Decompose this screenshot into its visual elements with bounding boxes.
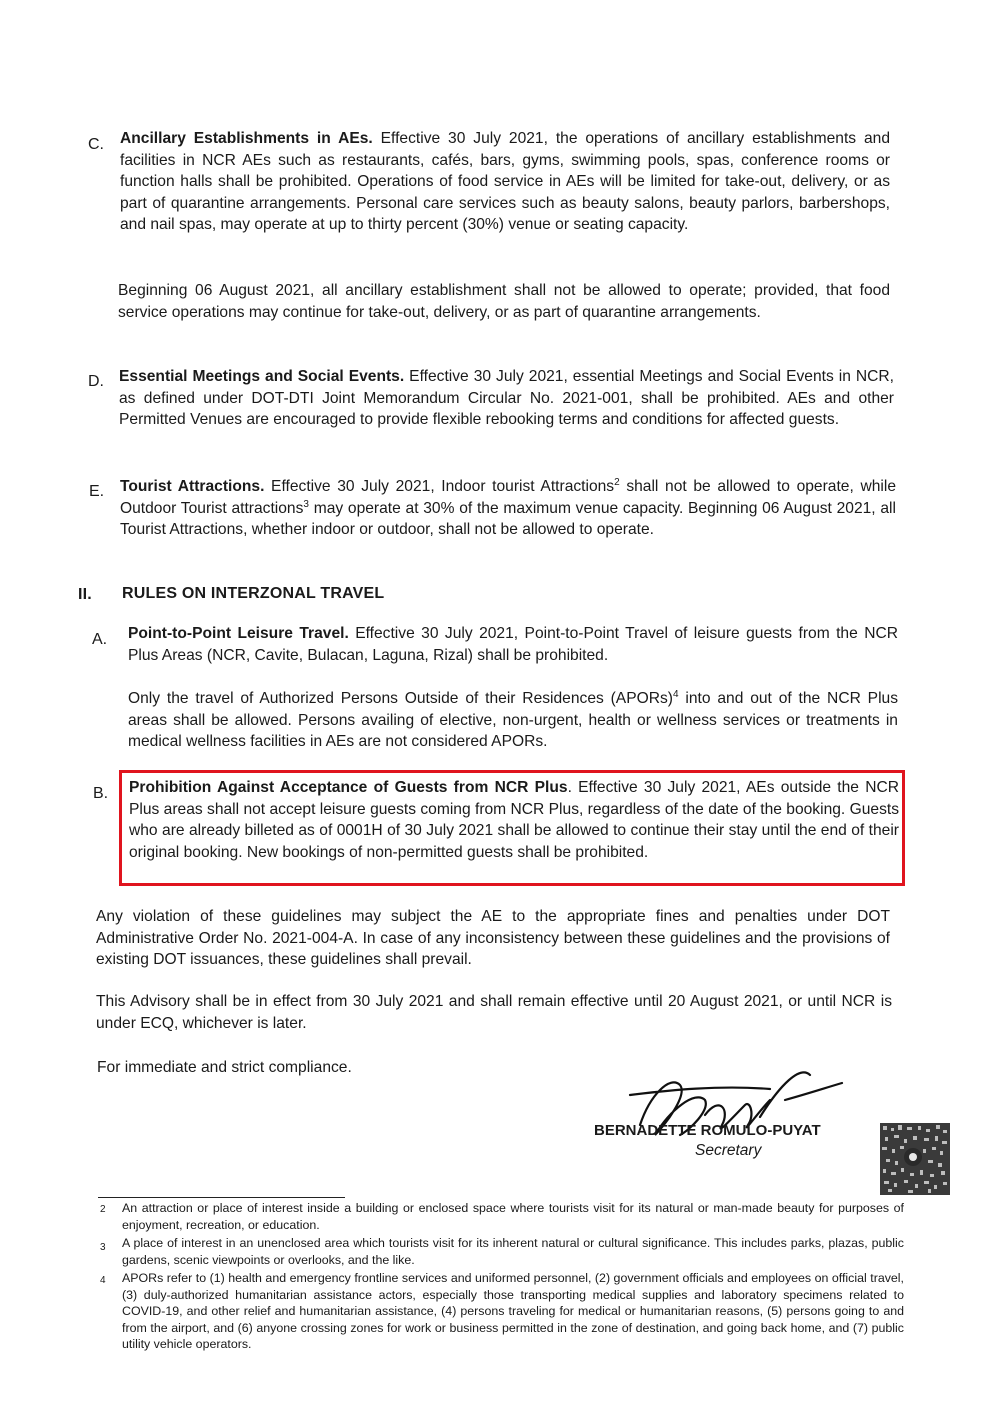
footnote-ref-2: 2: [614, 476, 620, 488]
footnote-ref-4: 4: [673, 688, 679, 700]
closing-paragraph-1: Any violation of these guidelines may subject the AE to the appropriate fines and penalties under DOT Administrative Order No. 2021-004-A. In case of any inconsistency between these guidelines and the provisions of existing DOT issuances, these guidelines shall prevail.: [96, 908, 890, 968]
highlight-box: [119, 770, 905, 886]
section-ii-a-paragraph-2: [128, 688, 898, 753]
section-ii-numeral: II.: [78, 586, 92, 603]
footnote-2-number: 2: [100, 1204, 106, 1215]
footnote-4-text: APORs refer to (1) health and emergency frontline services and uniformed personnel, (2) government officials and employees on official travel, (3) duly-authorized humanitarian assistance actors, especially those transporting medical supplies and laboratory specimens related to COVID-19, and other relief and humanitarian assistance, (4) persons traveling for medical or humanitarian reasons, (5) persons going to and from the airport, and (6) anyone crossing zones for work or business permitted in the zone of destination, and going back home, and (7) public utility vehicle operators.: [122, 1271, 904, 1351]
footnote-ref-3: 3: [303, 498, 309, 510]
footnote-3-number: 3: [100, 1242, 106, 1253]
section-ii-a-title: Point-to-Point Leisure Travel.: [128, 625, 349, 642]
section-ii-a-letter: A.: [92, 631, 108, 648]
section-c-paragraph: [120, 128, 890, 236]
section-ii-b-title: Prohibition Against Acceptance of Guests from NCR Plus: [129, 779, 568, 796]
section-c-text: Effective 30 July 2021, the operations of ancillary establishments and facilities in NCR AEs such as restaurants, cafés, bars, gyms, swimming pools, spas, conference rooms or function halls shall be prohibited. Operations of food service in AEs will be limited for take-out, delivery, or as part of quarantine arrangements. Personal care services such as beauty salons, beauty parlors, barbershops, and nail spas, may operate at up to thirty percent (30%) venue or seating capacity.: [120, 130, 890, 233]
section-ii-a-text2-b: into and out of the NCR Plus areas shall be allowed. Persons availing of elective, non-urgent, health or wellness services or treatments in medical wellness facilities in AEs are not considered APORs.: [128, 690, 899, 750]
section-d-text: Effective 30 July 2021, essential Meetings and Social Events in NCR, as defined under DOT-DTI Joint Memorandum Circular No. 2021-001, shall be prohibited. AEs and other Permitted Venues are encouraged to provide flexible rebooking terms and conditions for affected guests.: [119, 368, 895, 428]
closing-paragraph-2: This Advisory shall be in effect from 30 July 2021 and shall remain effective until 20 August 2021, or until NCR is under ECQ, whichever is later.: [96, 993, 892, 1032]
footnote-2-text: An attraction or place of interest inside a building or enclosed space where tourists visit for its natural or man-made beauty for purposes of enjoyment, recreation, or education.: [122, 1201, 904, 1232]
section-d-title: Essential Meetings and Social Events.: [119, 368, 405, 385]
section-c-paragraph-2: Beginning 06 August 2021, all ancillary establishment shall not be allowed to operate; provided, that food service operations may continue for take-out, delivery, or as part of quarantine arrangements.: [118, 282, 890, 321]
section-e-paragraph: [120, 476, 896, 541]
footnote-3-text: A place of interest in an unenclosed area which tourists visit for its inherent natural or cultural significance. This includes parks, plazas, public gardens, scenic viewpoints or overlooks, and the like.: [122, 1236, 904, 1267]
section-ii-a-text2-a: Only the travel of Authorized Persons Outside of their Residences (APORs): [128, 690, 673, 707]
section-e-text-a: Effective 30 July 2021, Indoor tourist Attractions: [264, 478, 615, 495]
footnote-divider: [98, 1197, 345, 1198]
signatory-title: Secretary: [695, 1142, 762, 1159]
section-e-text-b: shall not be allowed to operate, while Outdoor Tourist attractions: [120, 478, 896, 517]
section-ii-heading: RULES ON INTERZONAL TRAVEL: [122, 585, 385, 602]
section-e-letter: E.: [89, 483, 105, 500]
section-ii-b-text: . Effective 30 July 2021, AEs outside the NCR Plus areas shall not accept leisure guests coming from NCR Plus, regardless of the date of the booking. Guests who are already billeted as of 0001H of 30 July 2021 shall be allowed to continue their stay until the end of their original booking. New bookings of non-permitted guests shall be prohibited.: [129, 779, 899, 861]
section-c-title: Ancillary Establishments in AEs.: [120, 130, 373, 147]
section-e-title: Tourist Attractions.: [120, 478, 265, 495]
closing-paragraph-3: For immediate and strict compliance.: [97, 1059, 352, 1076]
section-d-paragraph: [119, 366, 894, 431]
section-e-text-c: may operate at 30% of the maximum venue capacity. Beginning 06 August 2021, all Tourist Attractions, whether indoor or outdoor, shall not be allowed to operate.: [120, 499, 896, 538]
section-d-letter: D.: [88, 373, 104, 390]
qr-code-icon: [880, 1123, 950, 1195]
section-ii-b-letter: B.: [93, 785, 109, 802]
footnote-4-number: 4: [100, 1275, 106, 1286]
signatory-name: BERNADETTE ROMULO-PUYAT: [594, 1122, 821, 1139]
section-c-letter: C.: [88, 136, 104, 153]
section-ii-a-text: Effective 30 July 2021, Point-to-Point Travel of leisure guests from the NCR Plus Areas (NCR, Cavite, Bulacan, Laguna, Rizal) shall be prohibited.: [128, 625, 898, 664]
section-ii-a-paragraph: [128, 623, 898, 666]
